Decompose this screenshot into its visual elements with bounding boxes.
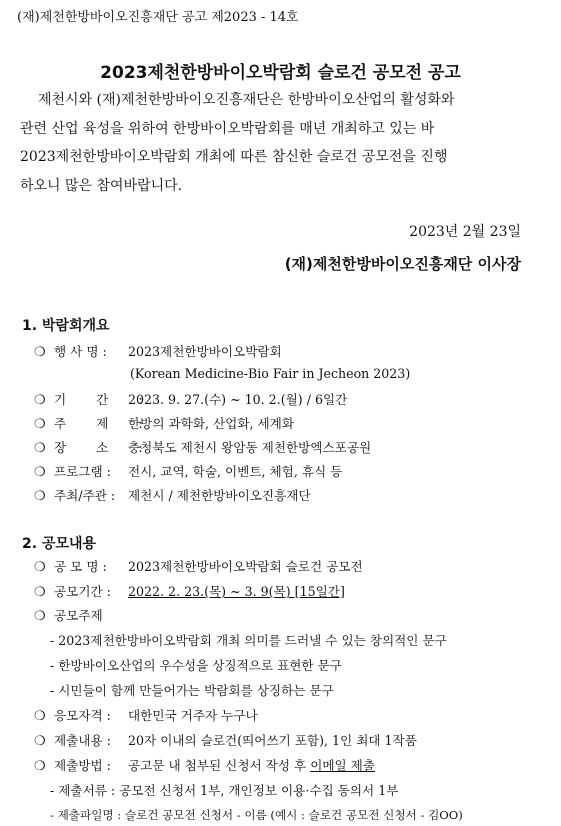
contest-item-period xyxy=(34,583,345,601)
item-value: 2023. 9. 27.(수) ~ 10. 2.(월) / 6일간 xyxy=(128,392,348,407)
item-value: 공고문 내 첨부된 신청서 작성 후 xyxy=(128,758,307,773)
item-label: 제출내용 : xyxy=(54,733,111,748)
issuer-name: (재)제천한방바이오진흥재단 이사장 xyxy=(284,255,521,273)
item-value: 한방의 과학화, 산업화, 세계화 xyxy=(128,416,295,431)
item-label: 공모주제 xyxy=(54,608,103,623)
overview-item-event-name xyxy=(34,343,282,361)
theme-sub-item: - 2023제천한방바이오박람회 개최 의미를 드러낼 수 있는 창의적인 문구 xyxy=(50,633,447,648)
intro-line: 2023제천한방바이오박람회 개최에 따른 참신한 슬로건 공모전을 진행 xyxy=(20,149,448,165)
theme-sub-item: - 한방바이오산업의 우수성을 상징적으로 표현한 문구 xyxy=(50,658,342,673)
overview-english-name: (Korean Medicine-Bio Fair in Jecheon 2023) xyxy=(130,366,411,381)
contest-item-content xyxy=(34,732,417,750)
item-label: 프로그램 : xyxy=(54,464,111,479)
item-label: 공모기간 : xyxy=(54,584,111,599)
item-value: 2023제천한방바이오박람회 슬로건 공모전 xyxy=(128,559,363,574)
item-value: 2023제천한방바이오박람회 xyxy=(128,344,282,359)
item-label: 주 제 : xyxy=(54,416,143,431)
overview-item-program xyxy=(34,463,342,481)
item-label: 기 간 : xyxy=(54,392,143,407)
item-value: 2022. 2. 23.(목) ~ 3. 9(목) [15일간] xyxy=(128,584,345,599)
overview-item-theme xyxy=(34,415,294,433)
document-title: 2023제천한방바이오박람회 슬로건 공모전 공고 xyxy=(100,63,461,83)
item-value: 충청북도 제천시 왕암동 제천한방엑스포공원 xyxy=(128,440,372,455)
intro-line: 관련 산업 육성을 위하여 한방바이오박람회를 매년 개최하고 있는 바 xyxy=(20,120,435,137)
item-label: 행 사 명 : xyxy=(54,344,107,359)
item-label: 응모자격 : xyxy=(54,708,111,723)
circle-bullet-icon: ❍ xyxy=(34,585,46,600)
item-label: 주최/주관 : xyxy=(54,488,116,503)
circle-bullet-icon: ❍ xyxy=(34,709,46,724)
item-value: 대한민국 거주자 누구나 xyxy=(128,708,258,723)
method-sub-item: - 제출파일명 : 슬로건 공모전 신청서 - 이름 (예시 : 슬로건 공모전 신청서 - 김OO) xyxy=(50,808,463,822)
overview-item-period xyxy=(34,391,347,409)
intro-line: 제천시와 (재)제천한방바이오진흥재단은 한방바이오산업의 활성화와 xyxy=(38,92,455,108)
contest-item-name xyxy=(34,558,363,576)
item-value: 20자 이내의 슬로건(띄어쓰기 포함), 1인 최대 1작품 xyxy=(128,733,417,748)
item-label: 제출방법 : xyxy=(54,758,111,773)
item-label: 장 소 : xyxy=(54,440,143,455)
circle-bullet-icon: ❍ xyxy=(34,345,46,360)
notice-date: 2023년 2월 23일 xyxy=(409,224,521,240)
circle-bullet-icon: ❍ xyxy=(34,417,46,432)
circle-bullet-icon: ❍ xyxy=(34,441,46,456)
intro-paragraph xyxy=(20,86,530,200)
circle-bullet-icon: ❍ xyxy=(34,609,46,624)
circle-bullet-icon: ❍ xyxy=(34,393,46,408)
item-label: 공 모 명 : xyxy=(54,559,107,574)
circle-bullet-icon: ❍ xyxy=(34,759,46,774)
item-value: 전시, 교역, 학술, 이벤트, 체험, 휴식 등 xyxy=(128,464,343,479)
contest-item-method xyxy=(34,757,375,775)
intro-line: 하오니 많은 참여바랍니다. xyxy=(20,177,183,194)
section-heading-contest: 2. 공모내용 xyxy=(22,536,97,552)
overview-item-organizer xyxy=(34,487,311,505)
item-value: 제천시 / 제천한방바이오진흥재단 xyxy=(128,488,311,503)
section-heading-overview: 1. 박람회개요 xyxy=(22,318,110,334)
notice-number: (재)제천한방바이오진흥재단 공고 제2023 - 14호 xyxy=(17,10,299,25)
circle-bullet-icon: ❍ xyxy=(34,465,46,480)
overview-item-venue xyxy=(34,439,371,457)
method-sub-item: - 제출서류 : 공모전 신청서 1부, 개인정보 이용·수집 동의서 1부 xyxy=(50,783,399,798)
contest-item-theme xyxy=(34,607,103,625)
circle-bullet-icon: ❍ xyxy=(34,734,46,749)
email-submission-note: 이메일 제출 xyxy=(310,758,376,773)
theme-sub-item: - 시민들이 함께 만들어가는 박람회를 상징하는 문구 xyxy=(50,683,334,698)
contest-item-eligibility xyxy=(34,707,258,725)
circle-bullet-icon: ❍ xyxy=(34,489,46,504)
circle-bullet-icon: ❍ xyxy=(34,560,46,575)
